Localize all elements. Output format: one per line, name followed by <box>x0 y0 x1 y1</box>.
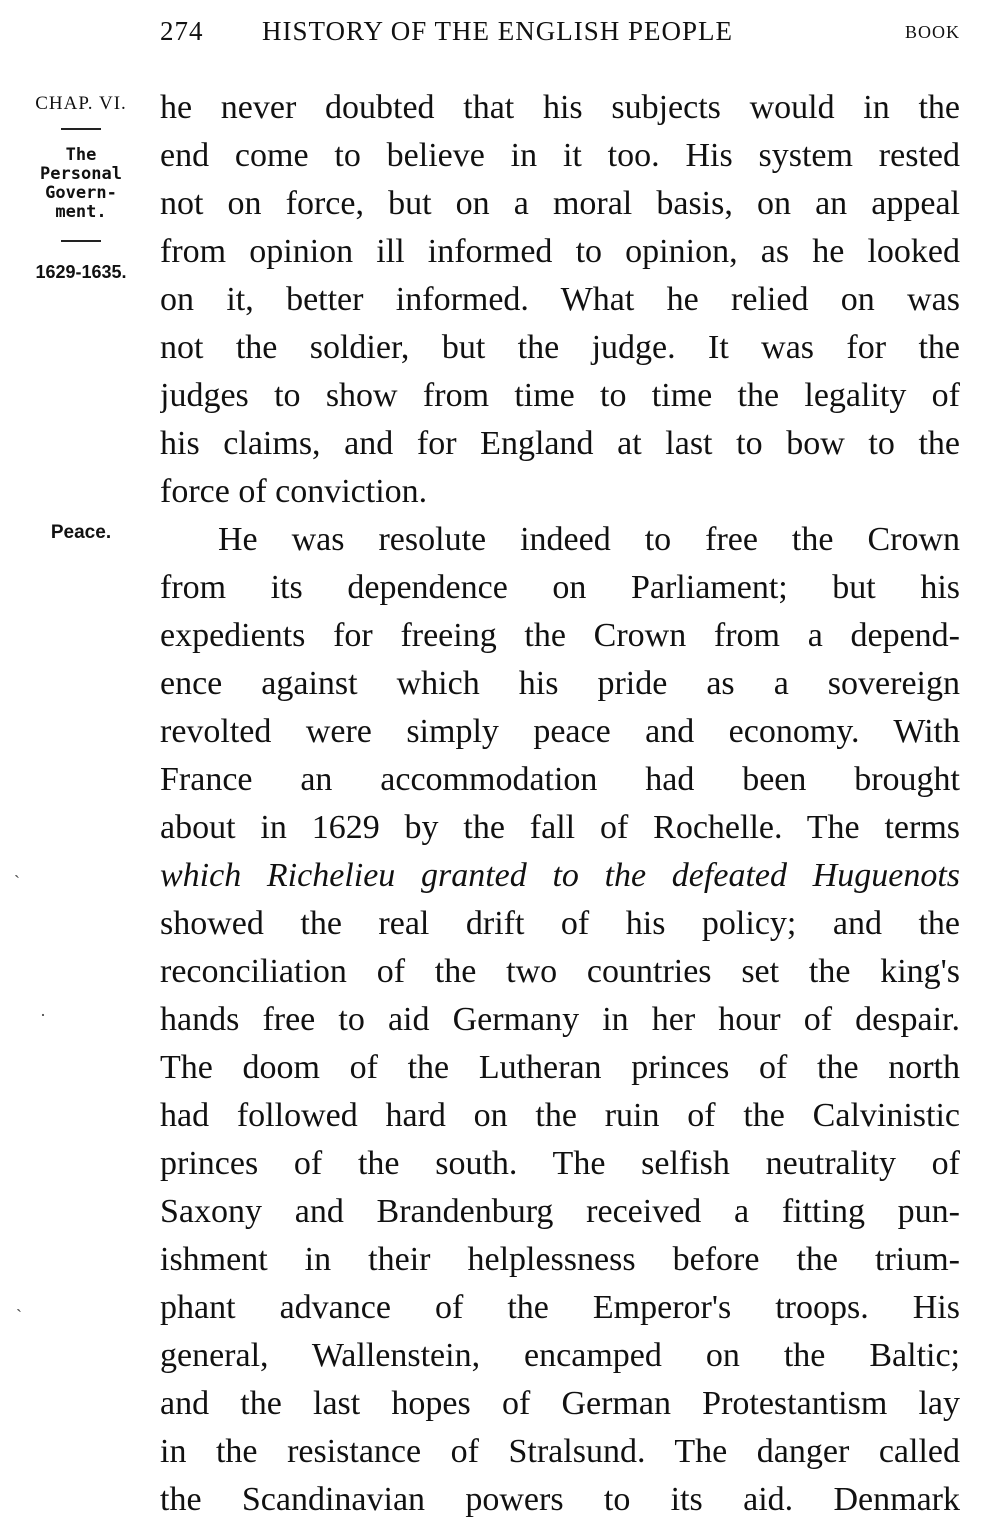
stray-mark: ˏ <box>16 1292 22 1312</box>
chapter-marginal-note: CHAP. VI. <box>35 93 127 114</box>
text-line: expedients for freeing the Crown from a depend- <box>160 617 960 654</box>
text-line: He was resolute indeed to free the Crown <box>218 521 960 558</box>
body-text <box>160 84 960 1524</box>
marginal-rule <box>61 240 101 242</box>
text-line: in the resistance of Stralsund. The danger called <box>160 1433 960 1470</box>
text-line: showed the real drift of his policy; and the <box>160 905 960 942</box>
text-line: and the last hopes of German Protestantism lay <box>160 1385 960 1422</box>
text-line: the Scandinavian powers to its aid. Denmark <box>160 1481 960 1518</box>
stray-mark: · <box>40 1005 46 1025</box>
text-line: general, Wallenstein, encamped on the Baltic; <box>160 1337 960 1374</box>
text-line: Saxony and Brandenburg received a fitting pun- <box>160 1193 960 1230</box>
text-line: on it, better informed. What he relied on was <box>160 281 960 318</box>
book-label: BOOK <box>904 22 960 42</box>
text-line: ence against which his pride as a sovereign <box>160 665 960 702</box>
text-line: hands free to aid Germany in her hour of despair. <box>160 1001 960 1038</box>
dates-marginal-note: 1629-1635. <box>35 262 127 282</box>
text-line: his claims, and for England at last to bow to the <box>160 425 960 462</box>
section-note-line: The <box>65 145 97 165</box>
section-note-line: ment. <box>55 202 107 222</box>
text-line: revolted were simply peace and economy. With <box>160 713 960 750</box>
text-line-italic: which Richelieu granted to the defeated Huguenots <box>160 857 960 894</box>
peace-marginal-note: Peace. <box>50 522 112 543</box>
text-line: had followed hard on the ruin of the Calvinistic <box>160 1097 960 1134</box>
section-note-line: Personal <box>40 164 122 184</box>
text-line: The doom of the Lutheran princes of the north <box>160 1049 960 1086</box>
text-line: not the soldier, but the judge. It was for the <box>160 329 960 366</box>
page-number: 274 <box>160 16 204 46</box>
text-line: not on force, but on a moral basis, on an appeal <box>160 185 960 222</box>
text-line: about in 1629 by the fall of Rochelle. The terms <box>160 809 960 846</box>
running-header <box>160 12 960 52</box>
marginal-rule <box>61 128 101 130</box>
running-title: HISTORY OF THE ENGLISH PEOPLE <box>262 16 734 46</box>
text-line: from its dependence on Parliament; but his <box>160 569 960 606</box>
stray-mark: ˏ <box>14 858 20 878</box>
text-line: ishment in their helplessness before the trium- <box>160 1241 960 1278</box>
text-line: judges to show from time to time the legality of <box>160 377 960 414</box>
text-line: from opinion ill informed to opinion, as he looked <box>160 233 960 270</box>
text-line: France an accommodation had been brought <box>160 761 960 798</box>
text-line: force of conviction. <box>160 473 428 510</box>
text-line: end come to believe in it too. His system rested <box>160 137 960 174</box>
text-line: princes of the south. The selfish neutrality of <box>160 1145 960 1182</box>
text-line: he never doubted that his subjects would in the <box>160 89 960 126</box>
section-marginal-note <box>20 146 142 222</box>
section-note-line: Govern- <box>45 183 117 203</box>
text-line: reconciliation of the two countries set the king's <box>160 953 960 990</box>
text-line: phant advance of the Emperor's troops. His <box>160 1289 960 1326</box>
